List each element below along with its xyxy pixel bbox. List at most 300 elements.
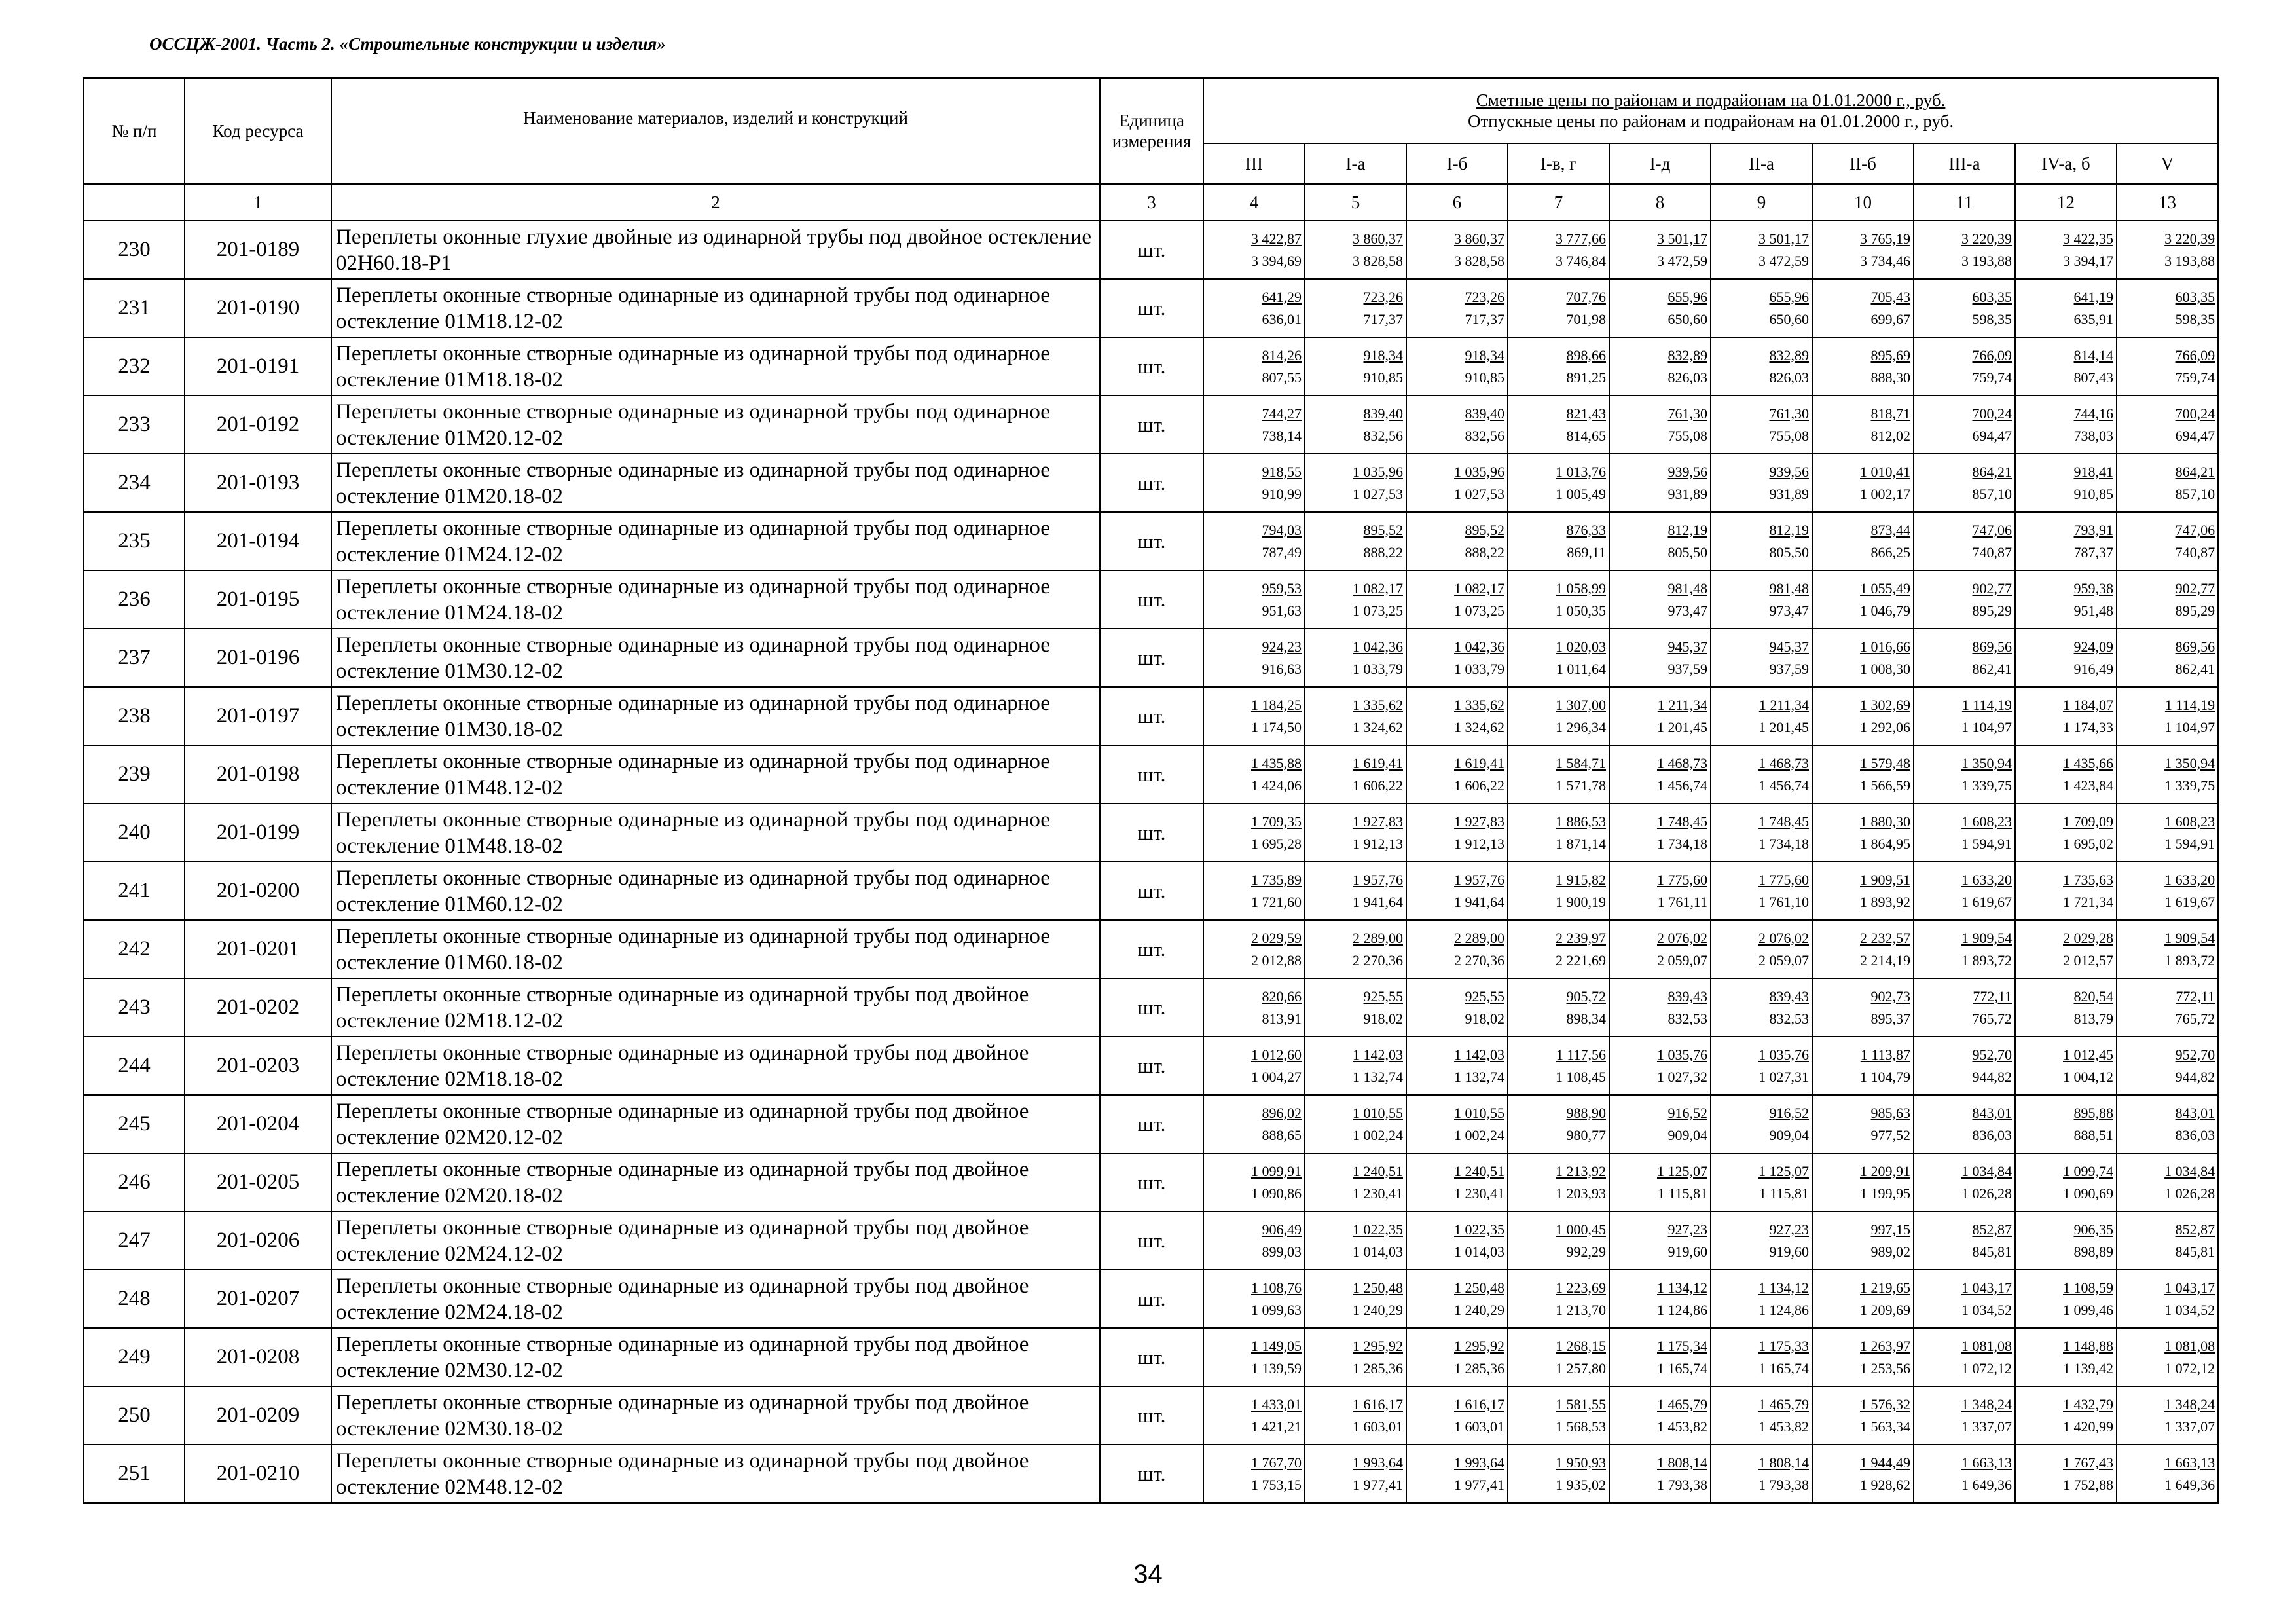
item-name: Переплеты оконные створные одинарные из одинарной трубы под одинарное остекление 01М60.12-02	[331, 862, 1100, 920]
estimated-price: 916,52	[1769, 1104, 1809, 1121]
release-price: 1 324,62	[1454, 718, 1504, 735]
release-price: 1 139,42	[2063, 1359, 2113, 1376]
release-price: 3 734,46	[1860, 252, 1910, 269]
release-price: 1 014,03	[1454, 1243, 1504, 1260]
release-price: 1 695,28	[1251, 835, 1302, 852]
item-name: Переплеты оконные створные одинарные из одинарной трубы под одинарное остекление 01М30.12-02	[331, 629, 1100, 687]
estimated-price: 843,01	[2175, 1104, 2215, 1121]
estimated-price: 1 022,35	[1353, 1221, 1403, 1238]
estimated-price: 1 099,91	[1251, 1162, 1302, 1179]
price-cell	[1406, 1037, 1508, 1095]
price-cell	[1914, 687, 2015, 745]
release-price: 1 104,97	[1961, 718, 2012, 735]
release-price: 1 230,41	[1353, 1185, 1403, 1202]
column-number: 2	[331, 184, 1100, 221]
price-cell	[2015, 920, 2117, 978]
release-price: 765,72	[1972, 1010, 2012, 1027]
price-cell	[1914, 1153, 2015, 1211]
release-price: 1 296,34	[1556, 718, 1606, 735]
estimated-price: 839,43	[1769, 987, 1809, 1005]
estimated-price: 3 501,17	[1657, 230, 1707, 247]
price-cell	[1203, 745, 1305, 803]
estimated-price: 1 465,79	[1657, 1395, 1707, 1412]
item-name: Переплеты оконные глухие двойные из одинарной трубы под двойное остекление 02Н60.18-Р1	[331, 221, 1100, 279]
estimated-price: 1 175,33	[1758, 1337, 1809, 1354]
price-cell	[1711, 396, 1812, 454]
release-price: 919,60	[1769, 1243, 1809, 1260]
release-price: 1 073,25	[1454, 602, 1504, 619]
region-header: III-а	[1914, 143, 2015, 184]
price-cell	[1203, 1270, 1305, 1328]
price-cell	[1305, 1386, 1406, 1445]
release-price: 845,81	[1972, 1243, 2012, 1260]
column-number: 6	[1406, 184, 1508, 221]
release-price: 1 002,17	[1860, 485, 1910, 502]
release-price: 1 721,34	[2063, 893, 2113, 910]
row-number: 242	[84, 920, 185, 978]
estimated-price: 924,09	[2073, 638, 2113, 655]
table-row	[84, 1270, 2218, 1328]
release-price: 1 034,52	[2164, 1301, 2215, 1318]
release-price: 1 099,46	[2063, 1301, 2113, 1318]
estimated-price: 1 993,64	[1454, 1454, 1504, 1471]
release-price: 813,79	[2073, 1010, 2113, 1027]
price-cell	[1203, 1211, 1305, 1270]
column-number-row	[84, 184, 2218, 221]
estimated-price: 939,56	[1667, 463, 1707, 480]
row-number: 239	[84, 745, 185, 803]
price-cell	[1609, 221, 1711, 279]
price-cell	[1305, 337, 1406, 396]
price-cell	[1609, 687, 1711, 745]
release-price: 1 002,24	[1353, 1126, 1403, 1143]
estimated-price: 1 468,73	[1657, 754, 1707, 771]
price-cell	[2117, 396, 2218, 454]
price-cell	[1711, 1328, 1812, 1386]
price-cell	[1711, 803, 1812, 862]
estimated-price: 1 927,83	[1454, 813, 1504, 830]
release-price: 598,35	[1972, 310, 2012, 327]
price-cell	[2117, 629, 2218, 687]
estimated-price: 918,55	[1262, 463, 1302, 480]
release-price: 1 864,95	[1860, 835, 1910, 852]
release-price: 3 746,84	[1556, 252, 1606, 269]
release-price: 3 394,17	[2063, 252, 2113, 269]
release-price: 3 472,59	[1657, 252, 1707, 269]
item-name: Переплеты оконные створные одинарные из одинарной трубы под одинарное остекление 01М18.12-02	[331, 279, 1100, 337]
release-price: 740,87	[1972, 544, 2012, 561]
price-cell	[1914, 1095, 2015, 1153]
price-cell	[1305, 1095, 1406, 1153]
table-row	[84, 745, 2218, 803]
estimated-price: 747,06	[1972, 521, 2012, 538]
estimated-price: 945,37	[1667, 638, 1707, 655]
price-cell	[2015, 745, 2117, 803]
release-price: 910,85	[1465, 369, 1504, 386]
table-row	[84, 629, 2218, 687]
price-cell	[2117, 1270, 2218, 1328]
release-price: 937,59	[1667, 660, 1707, 677]
price-cell	[1203, 279, 1305, 337]
price-cell	[2117, 920, 2218, 978]
estimated-price: 820,54	[2073, 987, 2113, 1005]
price-cell	[1508, 396, 1609, 454]
release-price: 1 253,56	[1860, 1359, 1910, 1376]
release-price: 3 193,88	[1961, 252, 2012, 269]
estimated-price: 1 957,76	[1353, 871, 1403, 888]
price-cell	[1203, 454, 1305, 512]
estimated-price: 1 012,60	[1251, 1046, 1302, 1063]
price-cell	[2015, 687, 2117, 745]
price-cell	[1609, 1037, 1711, 1095]
price-cell	[1406, 221, 1508, 279]
estimated-price: 918,41	[2073, 463, 2113, 480]
estimated-price: 1 663,13	[1961, 1454, 2012, 1471]
price-cell	[2015, 1386, 2117, 1445]
release-price: 1 619,67	[1961, 893, 2012, 910]
release-price: 826,03	[1769, 369, 1809, 386]
release-price: 2 270,36	[1454, 951, 1504, 969]
estimated-price: 1 295,92	[1454, 1337, 1504, 1354]
price-cell	[1406, 454, 1508, 512]
release-price: 1 563,34	[1860, 1418, 1910, 1435]
release-price: 989,02	[1870, 1243, 1910, 1260]
release-price: 759,74	[1972, 369, 2012, 386]
estimated-price: 1 035,96	[1454, 463, 1504, 480]
price-cell	[1711, 920, 1812, 978]
price-cell	[1711, 454, 1812, 512]
release-price: 3 472,59	[1758, 252, 1809, 269]
release-price: 1 104,97	[2164, 718, 2215, 735]
release-price: 2 059,07	[1758, 951, 1809, 969]
column-number: 9	[1711, 184, 1812, 221]
estimated-price: 876,33	[1566, 521, 1606, 538]
item-name: Переплеты оконные створные одинарные из одинарной трубы под двойное остекление 02М24.12-02	[331, 1211, 1100, 1270]
estimated-price: 906,35	[2073, 1221, 2113, 1238]
column-number: 11	[1914, 184, 2015, 221]
release-price: 755,08	[1769, 427, 1809, 444]
release-price: 895,37	[1870, 1010, 1910, 1027]
release-price: 1 201,45	[1758, 718, 1809, 735]
release-price: 919,60	[1667, 1243, 1707, 1260]
table-row	[84, 920, 2218, 978]
estimated-price: 988,90	[1566, 1104, 1606, 1121]
estimated-price: 707,76	[1566, 288, 1606, 305]
estimated-price: 1 099,74	[2063, 1162, 2113, 1179]
price-cell	[1812, 629, 1914, 687]
release-price: 1 099,63	[1251, 1301, 1302, 1318]
row-number: 232	[84, 337, 185, 396]
release-price: 888,51	[2073, 1126, 2113, 1143]
estimated-price: 655,96	[1769, 288, 1809, 305]
estimated-price: 1 081,08	[1961, 1337, 2012, 1354]
price-cell	[1812, 1095, 1914, 1153]
estimated-price: 1 927,83	[1353, 813, 1403, 830]
row-number: 236	[84, 570, 185, 629]
release-price: 1 456,74	[1657, 777, 1707, 794]
price-cell	[1203, 396, 1305, 454]
price-cell	[1609, 1153, 1711, 1211]
price-cell	[1305, 1445, 1406, 1503]
resource-code: 201-0191	[185, 337, 331, 396]
estimated-price: 1 134,12	[1758, 1279, 1809, 1296]
estimated-price: 3 220,39	[1961, 230, 2012, 247]
release-price: 977,52	[1870, 1126, 1910, 1143]
price-cell	[1609, 1095, 1711, 1153]
estimated-price: 1 035,96	[1353, 463, 1403, 480]
estimated-price: 1 608,23	[2164, 813, 2215, 830]
price-cell	[1406, 803, 1508, 862]
price-cell	[1711, 221, 1812, 279]
price-cell	[1812, 454, 1914, 512]
price-cell	[1508, 920, 1609, 978]
release-price: 1 124,86	[1657, 1301, 1707, 1318]
release-price: 1 753,15	[1251, 1476, 1302, 1493]
estimated-price: 2 029,59	[1251, 929, 1302, 946]
price-cell	[1406, 1270, 1508, 1328]
column-number: 3	[1100, 184, 1203, 221]
price-cell	[1203, 1095, 1305, 1153]
item-name: Переплеты оконные створные одинарные из одинарной трубы под двойное остекление 02М20.12-02	[331, 1095, 1100, 1153]
price-cell	[1609, 629, 1711, 687]
estimated-price: 3 765,19	[1860, 230, 1910, 247]
release-price: 937,59	[1769, 660, 1809, 677]
row-number: 250	[84, 1386, 185, 1445]
estimated-price: 3 422,87	[1251, 230, 1302, 247]
release-price: 918,02	[1465, 1010, 1504, 1027]
unit: шт.	[1100, 803, 1203, 862]
estimated-price: 1 348,24	[1961, 1395, 2012, 1412]
price-cell	[1508, 1328, 1609, 1386]
release-price: 813,91	[1262, 1010, 1302, 1027]
release-price: 1 734,18	[1758, 835, 1809, 852]
price-cell	[1305, 1328, 1406, 1386]
estimated-price: 895,52	[1465, 521, 1504, 538]
release-price: 1 240,29	[1353, 1301, 1403, 1318]
price-cell	[1812, 396, 1914, 454]
price-cell	[1812, 862, 1914, 920]
release-price: 701,98	[1566, 310, 1606, 327]
item-name: Переплеты оконные створные одинарные из одинарной трубы под одинарное остекление 01М48.12-02	[331, 745, 1100, 803]
price-cell	[1914, 279, 2015, 337]
estimated-price: 1 184,07	[2063, 696, 2113, 713]
price-cell	[2015, 1270, 2117, 1328]
price-cell	[2015, 279, 2117, 337]
estimated-price: 918,34	[1465, 346, 1504, 363]
estimated-price: 1 579,48	[1860, 754, 1910, 771]
price-cell	[1203, 1037, 1305, 1095]
table-row	[84, 862, 2218, 920]
row-number: 249	[84, 1328, 185, 1386]
resource-code: 201-0190	[185, 279, 331, 337]
unit: шт.	[1100, 1037, 1203, 1095]
release-price: 1 108,45	[1556, 1068, 1606, 1085]
price-cell	[1812, 745, 1914, 803]
row-number: 244	[84, 1037, 185, 1095]
estimated-price: 1 020,03	[1556, 638, 1606, 655]
price-cell	[1812, 1445, 1914, 1503]
resource-code: 201-0197	[185, 687, 331, 745]
release-price: 1 900,19	[1556, 893, 1606, 910]
estimated-price: 1 022,35	[1454, 1221, 1504, 1238]
header-name: Наименование материалов, изделий и конструкций	[331, 78, 1100, 184]
price-cell	[1609, 570, 1711, 629]
estimated-price: 1 035,76	[1657, 1046, 1707, 1063]
estimated-price: 1 209,91	[1860, 1162, 1910, 1179]
price-cell	[2117, 1328, 2218, 1386]
estimated-price: 3 422,35	[2063, 230, 2113, 247]
price-cell	[2015, 1328, 2117, 1386]
estimated-price: 896,02	[1262, 1104, 1302, 1121]
price-cell	[1406, 1211, 1508, 1270]
estimated-price: 1 010,55	[1454, 1104, 1504, 1121]
estimated-price: 747,06	[2175, 521, 2215, 538]
price-cell	[2117, 978, 2218, 1037]
table-row	[84, 1211, 2218, 1270]
unit: шт.	[1100, 1153, 1203, 1211]
estimated-price: 723,26	[1363, 288, 1403, 305]
estimated-price: 839,40	[1363, 405, 1403, 422]
item-name: Переплеты оконные створные одинарные из одинарной трубы под двойное остекление 02М48.12-02	[331, 1445, 1100, 1503]
estimated-price: 1 350,94	[1961, 754, 2012, 771]
price-cell	[1609, 1445, 1711, 1503]
unit: шт.	[1100, 687, 1203, 745]
price-cell	[1508, 512, 1609, 570]
release-price: 916,49	[2073, 660, 2113, 677]
resource-code: 201-0198	[185, 745, 331, 803]
estimated-price: 1 263,97	[1860, 1337, 1910, 1354]
estimated-price: 997,15	[1870, 1221, 1910, 1238]
price-cell	[1914, 570, 2015, 629]
release-price: 2 059,07	[1657, 951, 1707, 969]
price-cell	[1711, 512, 1812, 570]
release-price: 1 165,74	[1758, 1359, 1809, 1376]
row-number: 234	[84, 454, 185, 512]
release-price: 2 221,69	[1556, 951, 1606, 969]
estimated-price: 895,69	[1870, 346, 1910, 363]
estimated-price: 1 619,41	[1353, 754, 1403, 771]
release-price: 1 004,12	[2063, 1068, 2113, 1085]
row-number: 243	[84, 978, 185, 1037]
estimated-price: 814,26	[1262, 346, 1302, 363]
price-cell	[1711, 1270, 1812, 1328]
estimated-price: 898,66	[1566, 346, 1606, 363]
row-number: 245	[84, 1095, 185, 1153]
release-price: 787,37	[2073, 544, 2113, 561]
unit: шт.	[1100, 1328, 1203, 1386]
price-cell	[1305, 454, 1406, 512]
price-cell	[2117, 337, 2218, 396]
unit: шт.	[1100, 862, 1203, 920]
release-price: 1 453,82	[1758, 1418, 1809, 1435]
release-price: 898,89	[2073, 1243, 2113, 1260]
row-number: 248	[84, 1270, 185, 1328]
resource-code: 201-0210	[185, 1445, 331, 1503]
release-price: 1 073,25	[1353, 602, 1403, 619]
estimated-price: 864,21	[2175, 463, 2215, 480]
price-cell	[1609, 1211, 1711, 1270]
resource-code: 201-0200	[185, 862, 331, 920]
price-cell	[1406, 1328, 1508, 1386]
unit: шт.	[1100, 1445, 1203, 1503]
release-price: 1 011,64	[1556, 660, 1606, 677]
estimated-price: 2 232,57	[1860, 929, 1910, 946]
release-price: 888,30	[1870, 369, 1910, 386]
unit: шт.	[1100, 570, 1203, 629]
price-cell	[1711, 1386, 1812, 1445]
release-price: 2 270,36	[1353, 951, 1403, 969]
price-cell	[1711, 745, 1812, 803]
estimated-price: 1 175,34	[1657, 1337, 1707, 1354]
release-price: 1 115,81	[1758, 1185, 1809, 1202]
release-price: 1 124,86	[1758, 1301, 1809, 1318]
unit: шт.	[1100, 454, 1203, 512]
estimated-price: 1 240,51	[1353, 1162, 1403, 1179]
region-header: I-а	[1305, 143, 1406, 184]
table-row	[84, 1445, 2218, 1503]
price-cell	[1406, 978, 1508, 1037]
estimated-price: 793,91	[2073, 521, 2113, 538]
price-cell	[1711, 1211, 1812, 1270]
estimated-price: 1 035,76	[1758, 1046, 1809, 1063]
item-name: Переплеты оконные створные одинарные из одинарной трубы под двойное остекление 02М18.18-02	[331, 1037, 1100, 1095]
estimated-price: 603,35	[1972, 288, 2012, 305]
estimated-price: 821,43	[1566, 405, 1606, 422]
release-price: 916,63	[1262, 660, 1302, 677]
release-price: 1 213,70	[1556, 1301, 1606, 1318]
estimated-price: 959,38	[2073, 580, 2113, 597]
estimated-price: 1 915,82	[1556, 871, 1606, 888]
estimated-price: 905,72	[1566, 987, 1606, 1005]
release-price: 832,56	[1465, 427, 1504, 444]
estimated-price: 3 860,37	[1353, 230, 1403, 247]
release-price: 2 214,19	[1860, 951, 1910, 969]
price-cell	[1711, 629, 1812, 687]
release-price: 1 603,01	[1353, 1418, 1403, 1435]
price-cell	[1406, 629, 1508, 687]
release-price: 1 649,36	[1961, 1476, 2012, 1493]
unit: шт.	[1100, 1270, 1203, 1328]
release-price: 1 603,01	[1454, 1418, 1504, 1435]
release-price: 1 941,64	[1353, 893, 1403, 910]
estimated-price: 1 055,49	[1860, 580, 1910, 597]
release-price: 3 828,58	[1353, 252, 1403, 269]
estimated-price: 1 663,13	[2164, 1454, 2215, 1471]
release-price: 759,74	[2175, 369, 2215, 386]
release-price: 1 257,80	[1556, 1359, 1606, 1376]
estimated-price: 1 993,64	[1353, 1454, 1403, 1471]
price-cell	[1406, 745, 1508, 803]
price-cell	[1203, 570, 1305, 629]
item-name: Переплеты оконные створные одинарные из одинарной трубы под двойное остекление 02М30.18-02	[331, 1386, 1100, 1445]
resource-code: 201-0189	[185, 221, 331, 279]
estimated-price: 981,48	[1667, 580, 1707, 597]
unit: шт.	[1100, 221, 1203, 279]
estimated-price: 1 576,32	[1860, 1395, 1910, 1412]
unit: шт.	[1100, 978, 1203, 1037]
estimated-price: 1 735,89	[1251, 871, 1302, 888]
release-price: 1 721,60	[1251, 893, 1302, 910]
release-price: 1 793,38	[1758, 1476, 1809, 1493]
release-price: 1 424,06	[1251, 777, 1302, 794]
estimated-price: 1 880,30	[1860, 813, 1910, 830]
price-cell	[1711, 570, 1812, 629]
release-price: 1 046,79	[1860, 602, 1910, 619]
table-row	[84, 570, 2218, 629]
estimated-price: 1 808,14	[1657, 1454, 1707, 1471]
estimated-price: 959,53	[1262, 580, 1302, 597]
price-cell	[1203, 629, 1305, 687]
